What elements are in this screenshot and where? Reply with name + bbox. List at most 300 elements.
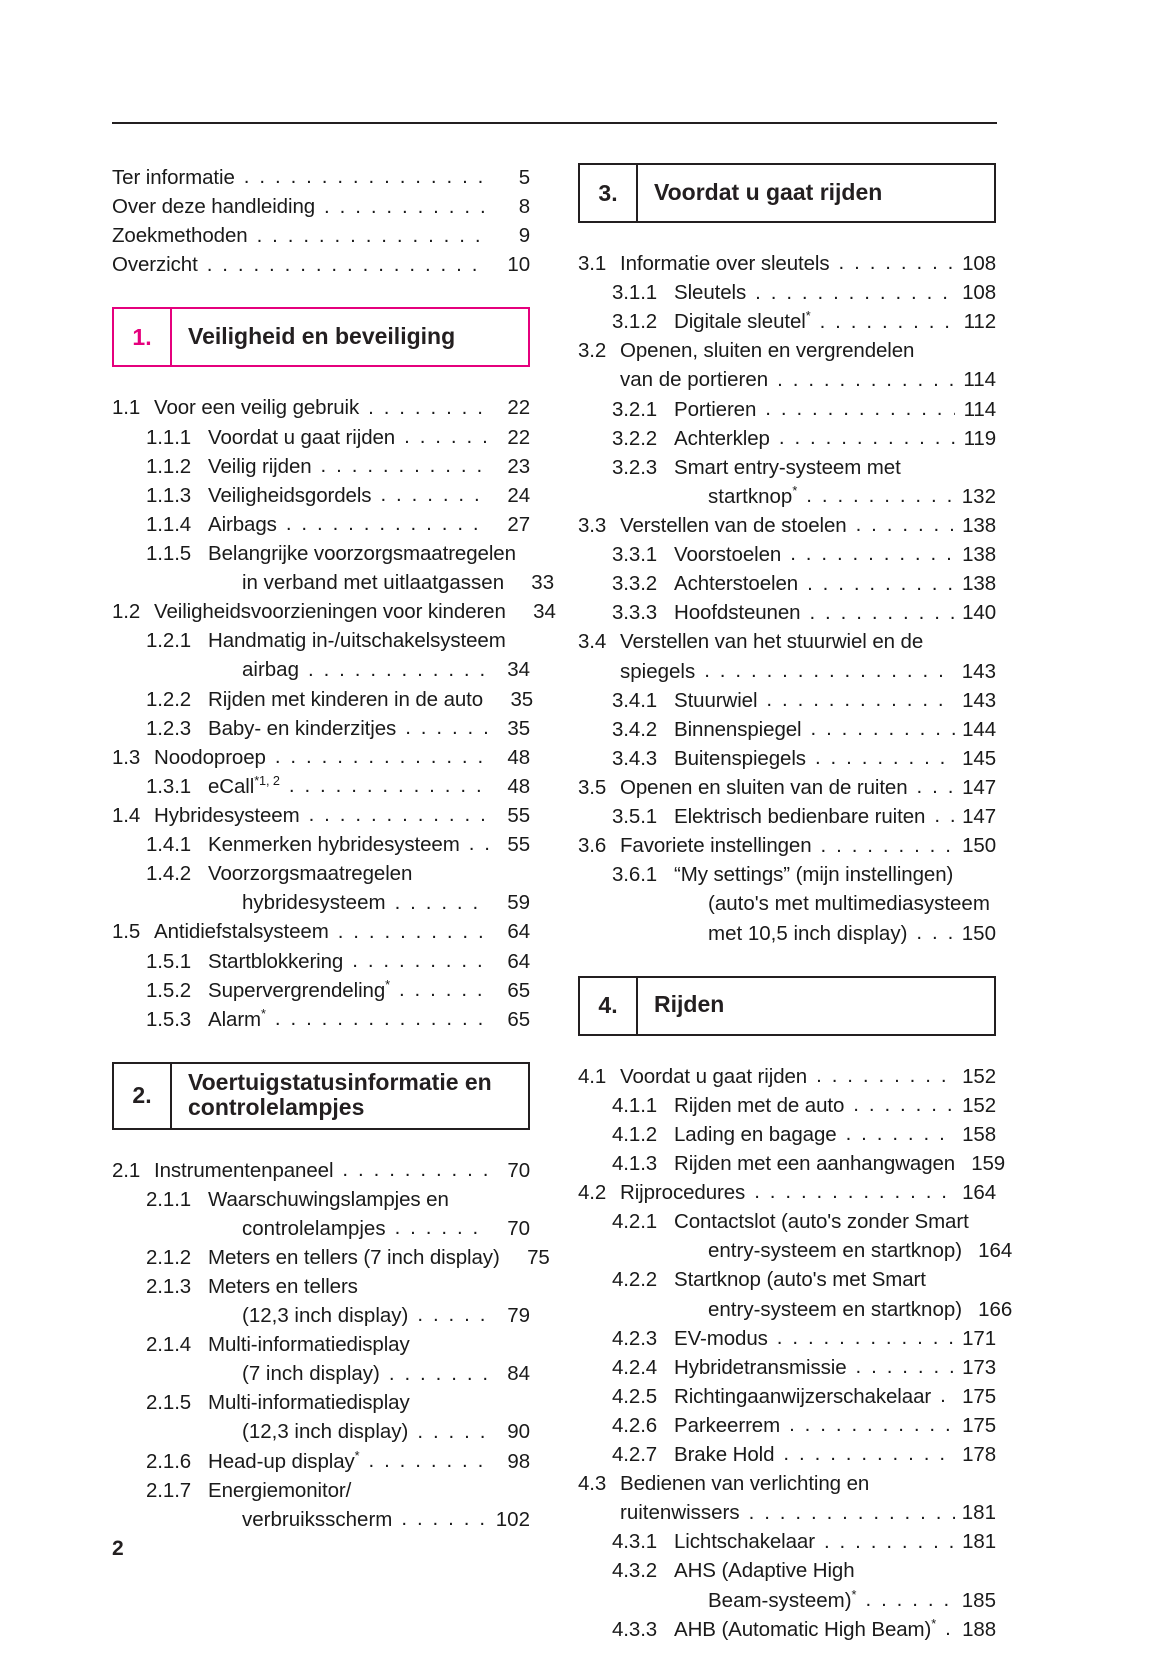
entry-title: Openen, sluiten en vergrendelen <box>620 339 915 363</box>
entry-title: met 10,5 inch display) <box>708 921 908 945</box>
dot-leader <box>360 1484 523 1505</box>
toc-entry[interactable] <box>578 278 996 307</box>
entry-page-number: 166 <box>978 1297 1013 1321</box>
toc-column-left <box>112 163 556 1644</box>
dot-leader <box>275 1013 489 1034</box>
toc-entry[interactable] <box>112 1272 530 1301</box>
dot-leader <box>765 403 955 424</box>
toc-entry[interactable] <box>578 860 996 889</box>
toc-entry[interactable] <box>112 859 530 888</box>
toc-entry[interactable] <box>578 1440 996 1469</box>
toc-entry[interactable] <box>112 452 530 481</box>
dot-leader <box>755 287 955 308</box>
toc-entry[interactable] <box>578 627 996 656</box>
toc-entry[interactable] <box>578 1469 996 1498</box>
toc-entry-continuation[interactable] <box>112 1301 530 1330</box>
entry-title: Contactslot (auto's zonder Smart <box>674 1210 969 1234</box>
dot-leader <box>932 636 989 657</box>
entry-title: Rijden met de auto <box>674 1093 845 1117</box>
footnote-marker: * <box>354 1447 360 1463</box>
entry-title: Rijden met kinderen in de auto <box>208 687 484 711</box>
toc-entry[interactable] <box>578 1527 996 1556</box>
entry-number: 4.3.3 <box>612 1617 658 1641</box>
toc-columns <box>112 163 1013 1644</box>
entry-title: Smart entry-systeem met <box>674 455 901 479</box>
entry-page-number: 27 <box>507 512 530 536</box>
entry-number: 2.1.5 <box>146 1391 192 1415</box>
toc-entry[interactable] <box>578 1091 996 1120</box>
entry-title: Antidiefstalsysteem <box>154 920 329 944</box>
entry-page-number: 8 <box>518 195 530 219</box>
toc-entry[interactable] <box>112 626 530 655</box>
entry-page-number: 70 <box>507 1158 530 1182</box>
toc-entry-continuation[interactable] <box>578 1586 996 1615</box>
toc-entry[interactable] <box>112 685 534 714</box>
dot-leader <box>308 664 489 685</box>
toc-entry[interactable] <box>578 715 996 744</box>
chapter-header-box[interactable] <box>112 1062 530 1130</box>
chapter-header-box[interactable] <box>112 307 530 367</box>
entry-number: 3.2.3 <box>612 455 658 479</box>
entry-page-number: 55 <box>507 803 530 827</box>
footnote-marker: * <box>261 1005 266 1021</box>
entry-number: 1.4.1 <box>146 833 192 857</box>
entry-number: 4.2.4 <box>612 1355 658 1379</box>
entry-page-number: 24 <box>507 483 530 507</box>
toc-entry[interactable] <box>578 336 996 365</box>
entry-number: 3.4.2 <box>612 717 658 741</box>
entry-page-number: 152 <box>962 1064 996 1088</box>
entry-page-number: 35 <box>510 687 534 711</box>
entry-number: 1.2.2 <box>146 687 192 711</box>
entry-number: 3.1 <box>578 252 607 275</box>
entry-title: Digitale sleutel* <box>674 308 811 334</box>
header-rule <box>112 122 997 124</box>
toc-entry[interactable] <box>578 1353 996 1382</box>
entry-page-number: 35 <box>507 716 530 740</box>
chapter-number: 3. <box>580 165 638 221</box>
toc-entry-continuation[interactable] <box>578 365 996 394</box>
dot-leader <box>978 1216 989 1237</box>
entry-page-number: 98 <box>507 1449 530 1473</box>
entry-title: Verstellen van de stoelen <box>620 513 847 537</box>
toc-entry-continuation[interactable] <box>112 568 555 597</box>
entry-page-number: 22 <box>507 425 530 449</box>
toc-entry[interactable] <box>578 569 996 598</box>
entry-title: Handmatig in-/uitschakelsysteem <box>208 629 506 653</box>
dot-leader <box>469 839 489 860</box>
entry-page-number: 143 <box>961 659 996 683</box>
toc-entry[interactable] <box>112 830 530 859</box>
entry-page-number: 147 <box>962 775 996 799</box>
toc-entry-continuation[interactable] <box>112 1214 530 1243</box>
dot-leader <box>395 1222 489 1243</box>
dot-leader <box>389 1368 489 1389</box>
dot-leader <box>807 578 955 599</box>
entry-page-number: 75 <box>527 1245 550 1269</box>
toc-entry-continuation[interactable] <box>578 919 996 948</box>
footnote-marker: * <box>851 1586 857 1602</box>
toc-entry[interactable] <box>578 802 996 831</box>
entry-page-number: 84 <box>507 1362 530 1386</box>
entry-page-number: 171 <box>962 1326 996 1350</box>
entry-number: 4.2.6 <box>612 1413 658 1437</box>
dot-leader <box>380 489 489 510</box>
dot-leader <box>286 518 489 539</box>
toc-entry[interactable] <box>112 714 530 743</box>
entry-page-number: 181 <box>961 1501 996 1525</box>
entry-title: Hybridetransmissie <box>674 1355 847 1379</box>
entry-number: 3.5.1 <box>612 805 658 829</box>
entry-title: Meters en tellers <box>208 1274 358 1298</box>
dot-leader <box>940 1390 955 1411</box>
dot-leader <box>749 1507 955 1528</box>
entry-number: 3.6.1 <box>612 863 658 887</box>
toc-entry[interactable] <box>112 917 530 946</box>
entry-title: “My settings” (mijn instellingen) <box>674 863 954 887</box>
entry-title: spiegels <box>620 659 696 683</box>
toc-entry[interactable] <box>578 1149 1006 1178</box>
entry-title: (auto's met multimediasysteem <box>708 892 990 916</box>
toc-entry[interactable] <box>578 1265 996 1294</box>
entry-title: Baby- en kinderzitjes <box>208 716 397 740</box>
chapter-title-line: Rijden <box>654 991 725 1018</box>
entry-number: 3.4.3 <box>612 746 658 770</box>
toc-entry-continuation[interactable] <box>578 1236 1013 1265</box>
entry-page-number: 9 <box>518 224 530 248</box>
dot-leader <box>399 984 489 1005</box>
entry-title: Parkeerrem <box>674 1413 781 1437</box>
dot-leader <box>824 1536 955 1557</box>
toc-entry[interactable] <box>112 1005 530 1034</box>
entry-title: Supervergrendeling* <box>208 976 390 1002</box>
entry-page-number: 188 <box>962 1617 996 1641</box>
entry-number: 1.2 <box>112 600 141 624</box>
entry-page-number: 102 <box>495 1507 530 1531</box>
toc-entry[interactable] <box>112 423 530 452</box>
entry-title: in verband met uitlaatgassen <box>242 571 505 595</box>
toc-entry[interactable] <box>578 744 996 773</box>
chapter-title-line: controlelampjes <box>188 1093 365 1120</box>
dot-leader <box>395 897 489 918</box>
entry-number: 4.1.1 <box>612 1093 658 1117</box>
entry-page-number: 158 <box>962 1122 996 1146</box>
entry-title: Verstellen van het stuurwiel en de <box>620 630 924 654</box>
entry-number: 3.3 <box>578 513 607 537</box>
entry-title: entry-systeem en startknop) <box>708 1297 963 1321</box>
entry-number: 2.1.4 <box>146 1333 192 1357</box>
dot-leader <box>923 345 989 366</box>
dot-leader <box>244 172 489 193</box>
entry-number: 1.1.3 <box>146 483 192 507</box>
entry-number: 2.1.6 <box>146 1449 192 1473</box>
dot-leader <box>324 201 489 222</box>
chapter-title <box>172 309 528 365</box>
dot-leader <box>421 868 523 889</box>
dot-leader <box>853 1099 955 1120</box>
entry-title: Achterstoelen <box>674 572 799 596</box>
entry-page-number: 64 <box>507 920 530 944</box>
toc-entry[interactable] <box>578 1556 996 1585</box>
entry-page-number: 65 <box>507 978 530 1002</box>
entry-number: 3.5 <box>578 775 607 799</box>
entry-page-number: 112 <box>963 310 996 334</box>
entry-title: Stuurwiel <box>674 688 758 712</box>
entry-number: 1.3 <box>112 745 141 769</box>
entry-title: Buitenspiegels <box>674 746 806 770</box>
entry-number: 2.1.3 <box>146 1274 192 1298</box>
dot-leader <box>754 1187 955 1208</box>
entry-number: 3.6 <box>578 834 607 858</box>
toc-entry-continuation[interactable] <box>578 657 996 686</box>
entry-number: 3.2.2 <box>612 426 658 450</box>
entry-title: Beam-systeem)* <box>708 1586 857 1612</box>
entry-page-number: 48 <box>507 745 530 769</box>
entry-page-number: 175 <box>962 1384 996 1408</box>
entry-page-number: 164 <box>978 1239 1013 1263</box>
toc-entry[interactable] <box>112 947 530 976</box>
entry-title: Energiemonitor/ <box>208 1478 352 1502</box>
footnote-marker: * <box>792 483 798 499</box>
entry-page-number: 150 <box>961 921 996 945</box>
toc-entry[interactable] <box>112 976 530 1005</box>
entry-title: verbruiksscherm <box>242 1507 393 1531</box>
entry-number: 4.3 <box>578 1472 607 1496</box>
toc-entry-continuation[interactable] <box>112 888 530 917</box>
entry-number: 1.3.1 <box>146 774 192 798</box>
dot-leader <box>257 230 489 251</box>
entry-number: 4.3.2 <box>612 1559 658 1583</box>
toc-entry[interactable] <box>578 1062 996 1091</box>
entry-title: eCall$^{*1, 2}$ <box>208 773 280 798</box>
toc-entry-continuation[interactable] <box>112 655 530 684</box>
dot-leader <box>878 1478 989 1499</box>
entry-number: 1.1.4 <box>146 512 192 536</box>
chapter-number: 2. <box>114 1064 172 1128</box>
toc-entry[interactable] <box>578 1382 996 1411</box>
entry-page-number: 22 <box>507 396 530 420</box>
entry-title: Voordat u gaat rijden <box>208 425 396 449</box>
entry-page-number: 33 <box>531 571 555 595</box>
dot-leader <box>515 635 523 656</box>
entry-number: 3.3.2 <box>612 572 658 596</box>
toc-entry[interactable] <box>112 1156 530 1185</box>
entry-page-number: 181 <box>962 1530 996 1554</box>
toc-entry-continuation[interactable] <box>578 889 996 918</box>
entry-title: Lading en bagage <box>674 1122 837 1146</box>
chapter-title <box>638 978 994 1034</box>
toc-entry[interactable] <box>112 1388 530 1417</box>
toc-entry[interactable] <box>112 221 530 250</box>
entry-page-number: 132 <box>961 484 996 508</box>
dot-leader <box>404 431 489 452</box>
dot-leader <box>962 869 989 890</box>
chapter-title-line: Veiligheid en beveiliging <box>188 323 456 350</box>
entry-number: 2.1.7 <box>146 1478 192 1502</box>
toc-entry[interactable] <box>112 597 556 626</box>
toc-entry-continuation[interactable] <box>112 1359 530 1388</box>
chapter-title-line: Voordat u gaat rijden <box>654 178 883 205</box>
dot-leader <box>820 316 955 337</box>
entry-number: 4.2.5 <box>612 1384 658 1408</box>
entry-title: Elektrisch bedienbare ruiten <box>674 805 926 829</box>
entry-number: 4.2 <box>578 1181 607 1205</box>
entry-title: Veiligheidsvoorzieningen voor kinderen <box>154 600 506 624</box>
entry-page-number: 147 <box>962 805 996 829</box>
entry-title: Voorstoelen <box>674 543 782 567</box>
toc-entry[interactable] <box>112 539 530 568</box>
dot-leader <box>935 1274 989 1295</box>
entry-title: Zoekmethoden <box>112 224 248 248</box>
entry-number: 3.1.2 <box>612 310 658 334</box>
chapter-header-box[interactable] <box>578 163 996 223</box>
dot-leader <box>856 520 955 541</box>
entry-number: 4.1.2 <box>612 1122 658 1146</box>
entry-title: hybridesysteem <box>242 891 386 915</box>
toc-entry-continuation[interactable] <box>112 1505 530 1534</box>
entry-number: 4.3.1 <box>612 1530 658 1554</box>
toc-entry[interactable] <box>578 1615 996 1644</box>
entry-title: Head-up display* <box>208 1447 360 1473</box>
toc-entry[interactable] <box>578 773 996 802</box>
dot-leader <box>401 1513 488 1534</box>
toc-entry[interactable] <box>578 453 996 482</box>
entry-number: 3.4.1 <box>612 688 658 712</box>
toc-entry-continuation[interactable] <box>578 1295 1013 1324</box>
entry-title: Over deze handleiding <box>112 195 316 219</box>
entry-number: 1.4 <box>112 803 141 827</box>
dot-leader <box>369 1455 490 1476</box>
toc-entry[interactable] <box>578 1324 996 1353</box>
entry-page-number: 23 <box>507 454 530 478</box>
toc-entry-continuation[interactable] <box>112 1417 530 1446</box>
entry-title: (12,3 inch display) <box>242 1304 409 1328</box>
toc-entry[interactable] <box>578 598 996 627</box>
toc-entry[interactable] <box>578 307 996 336</box>
toc-entry[interactable] <box>112 393 530 422</box>
entry-page-number: 150 <box>962 834 996 858</box>
toc-entry[interactable] <box>578 511 996 540</box>
dot-leader <box>419 1397 523 1418</box>
dot-leader <box>275 751 489 772</box>
toc-entry[interactable] <box>578 424 996 453</box>
dot-leader <box>811 723 956 744</box>
entry-number: 1.2.1 <box>146 629 192 653</box>
toc-entry[interactable] <box>578 249 996 278</box>
chapter-title-line: Voertuigstatusinformatie en <box>188 1068 492 1095</box>
entry-page-number: 178 <box>962 1443 996 1467</box>
dot-leader <box>321 460 489 481</box>
entry-number: 3.3.1 <box>612 543 658 567</box>
dot-leader <box>910 461 989 482</box>
entry-title: EV-modus <box>674 1326 768 1350</box>
toc-entry[interactable] <box>578 540 996 569</box>
entry-page-number: 119 <box>963 426 996 450</box>
toc-entry-continuation[interactable] <box>578 1498 996 1527</box>
toc-entry[interactable] <box>112 772 530 801</box>
toc-entry[interactable] <box>112 510 530 539</box>
dot-leader <box>777 374 955 395</box>
entry-number: 4.2.3 <box>612 1326 658 1350</box>
entry-number: 1.5.3 <box>146 1007 192 1031</box>
entry-title: (7 inch display) <box>242 1362 380 1386</box>
entry-title: van de portieren <box>620 368 769 392</box>
entry-title: Ter informatie <box>112 166 235 189</box>
entry-page-number: 143 <box>962 688 996 712</box>
toc-entry[interactable] <box>578 1178 996 1207</box>
toc-entry[interactable] <box>112 743 530 772</box>
entry-number: 1.1.2 <box>146 454 192 478</box>
entry-page-number: 34 <box>533 600 556 624</box>
chapter-header-box[interactable] <box>578 976 996 1036</box>
entry-page-number: 185 <box>961 1588 996 1612</box>
toc-entry[interactable] <box>578 395 996 424</box>
entry-page-number: 108 <box>962 281 996 305</box>
dot-leader <box>405 722 489 743</box>
toc-entry-continuation[interactable] <box>578 482 996 511</box>
toc-entry[interactable] <box>578 831 996 860</box>
toc-entry[interactable] <box>578 1120 996 1149</box>
entry-title: Richtingaanwijzerschakelaar <box>674 1384 932 1408</box>
toc-entry[interactable] <box>112 1476 530 1505</box>
entry-number: 1.4.2 <box>146 862 192 886</box>
entry-title: Meters en tellers (7 inch display) <box>208 1245 500 1269</box>
entry-page-number: 152 <box>962 1093 996 1117</box>
toc-entry[interactable] <box>578 1207 996 1236</box>
footnote-marker: * <box>805 308 811 324</box>
entry-title: Multi-informatiedisplay <box>208 1333 410 1357</box>
entry-title: Veiligheidsgordels <box>208 483 372 507</box>
toc-entry[interactable] <box>112 481 530 510</box>
entry-page-number: 59 <box>507 891 530 915</box>
toc-entry[interactable] <box>112 1243 550 1272</box>
dot-leader <box>865 1594 954 1615</box>
entry-page-number: 175 <box>962 1413 996 1437</box>
entry-number: 1.5.2 <box>146 978 192 1002</box>
toc-entry[interactable] <box>112 1447 530 1476</box>
entry-number: 1.1.5 <box>146 541 192 565</box>
entry-title: Binnenspiegel <box>674 717 802 741</box>
dot-leader <box>417 1426 489 1447</box>
entry-number: 4.2.2 <box>612 1268 658 1292</box>
toc-entry[interactable] <box>112 163 530 192</box>
dot-leader <box>916 927 954 948</box>
entry-title: Lichtschakelaar <box>674 1530 815 1554</box>
entry-title: (12,3 inch display) <box>242 1420 409 1444</box>
toc-entry[interactable] <box>112 1330 530 1359</box>
toc-entry[interactable] <box>112 801 530 830</box>
entry-title: Bedienen van verlichting en <box>620 1472 870 1496</box>
entry-number: 4.2.7 <box>612 1443 658 1467</box>
entry-number: 2.1.1 <box>146 1187 192 1211</box>
toc-entry[interactable] <box>112 250 530 279</box>
entry-page-number: 65 <box>507 1007 530 1031</box>
entry-title: Voordat u gaat rijden <box>620 1064 808 1088</box>
dot-leader <box>846 1128 955 1149</box>
dot-leader <box>816 1070 955 1091</box>
entry-page-number: 145 <box>962 746 996 770</box>
dot-leader <box>352 955 489 976</box>
entry-number: 1.1 <box>112 396 141 420</box>
toc-entry[interactable] <box>112 192 530 221</box>
entry-page-number: 108 <box>962 252 996 275</box>
entry-page-number: 79 <box>507 1304 530 1328</box>
toc-entry[interactable] <box>578 686 996 715</box>
toc-entry[interactable] <box>112 1185 530 1214</box>
entry-page-number: 114 <box>963 397 996 421</box>
toc-entry[interactable] <box>578 1411 996 1440</box>
entry-page-number: 164 <box>962 1181 996 1205</box>
